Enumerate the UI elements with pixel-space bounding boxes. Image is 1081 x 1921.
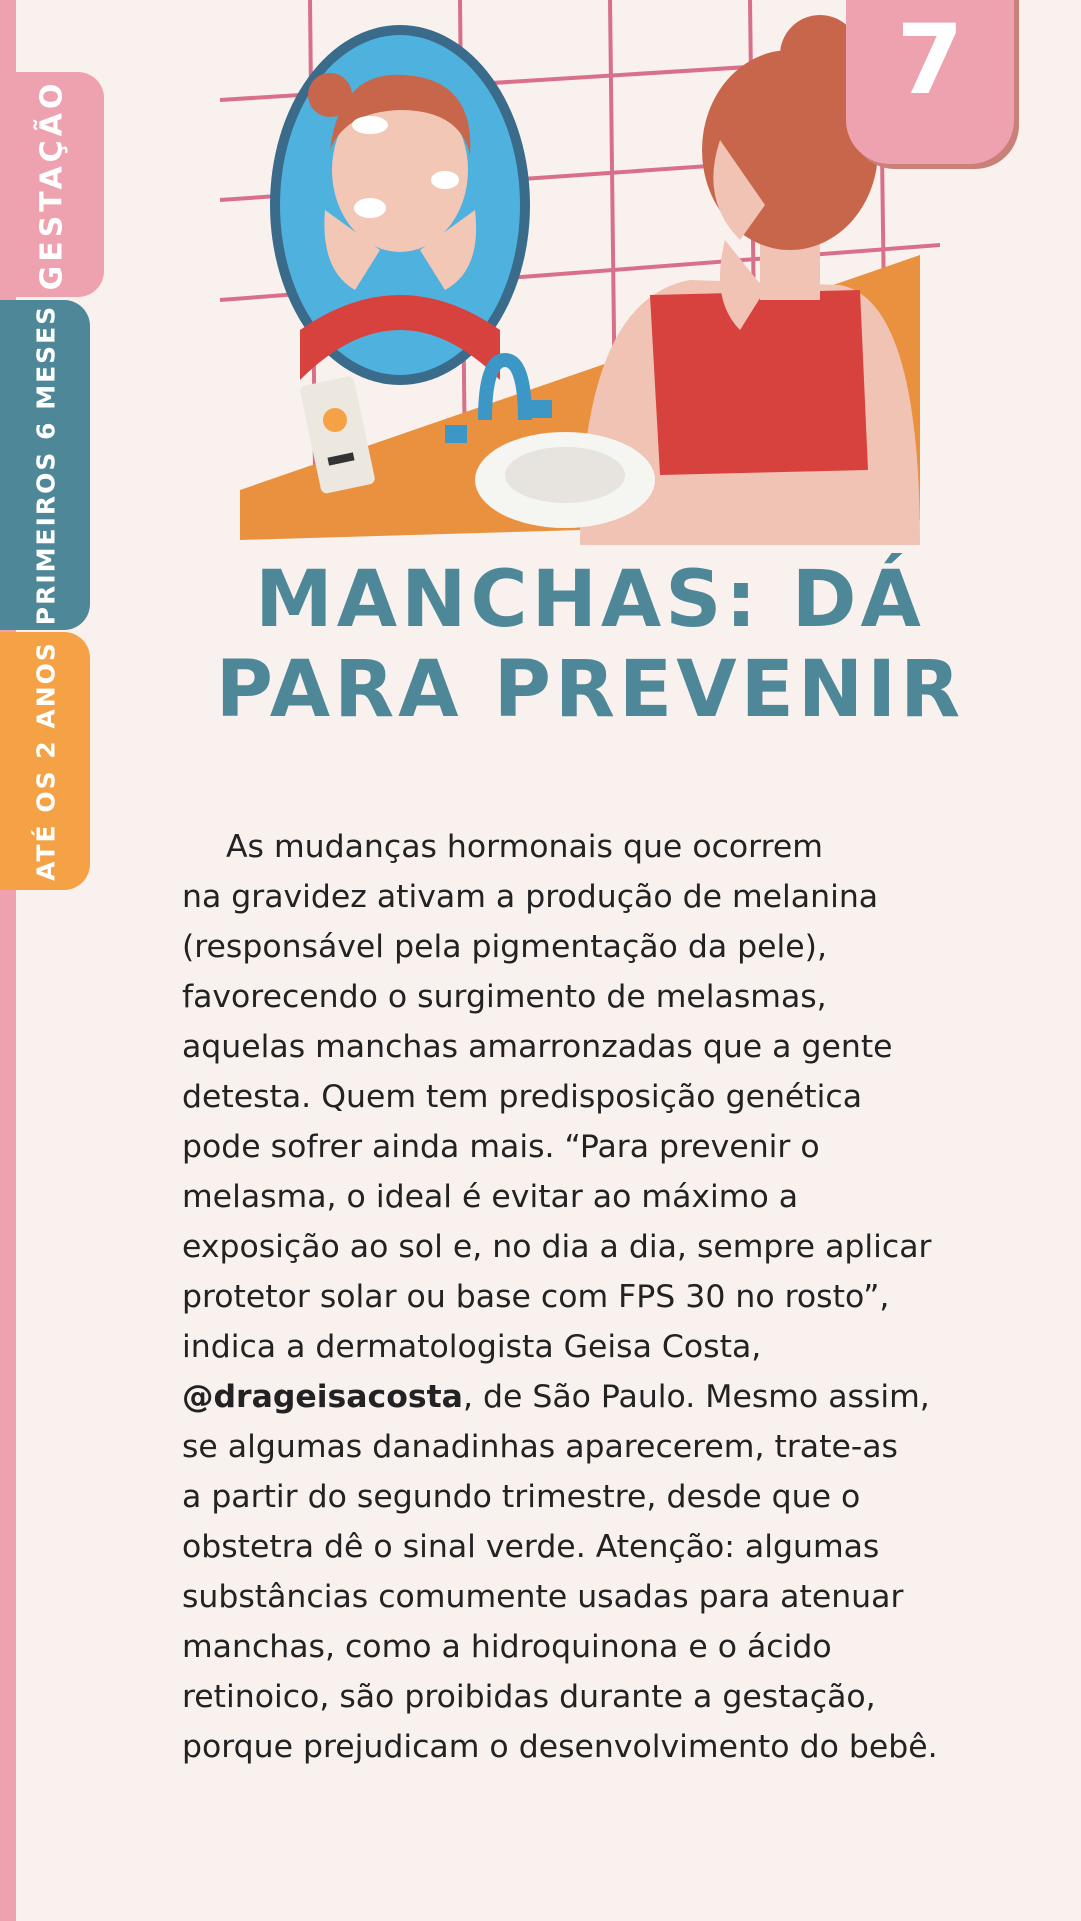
body-line: protetor solar ou base com FPS 30 no rosto”,	[182, 1279, 890, 1315]
body-line: na gravidez ativam a produção de melanina	[182, 879, 879, 915]
body-line: pode sofrer ainda mais. “Para prevenir o	[182, 1129, 820, 1165]
tab-primeiros-label: PRIMEIROS 6 MESES	[31, 304, 61, 626]
body-line: melasma, o ideal é evitar ao máximo a	[182, 1179, 799, 1215]
page-number-badge	[846, 0, 1014, 164]
body-line: indica a dermatologista Geisa Costa,	[182, 1329, 762, 1365]
tab-gestacao-label: GESTAÇÃO	[34, 79, 70, 290]
instagram-handle[interactable]: @drageisacosta	[182, 1379, 463, 1415]
article-body	[182, 822, 1002, 1772]
article-title	[150, 555, 1030, 735]
body-line: exposição ao sol e, no dia a dia, sempre aplicar	[182, 1229, 932, 1265]
woman-applying-cream-mirror-illustration	[220, 0, 940, 545]
body-line: As mudanças hormonais que ocorrem	[226, 829, 823, 865]
body-line: manchas, como a hidroquinona e o ácido	[182, 1629, 832, 1665]
body-line: detesta. Quem tem predisposição genética	[182, 1079, 863, 1115]
page-number: 7	[896, 4, 964, 116]
tab-gestacao[interactable]	[0, 72, 104, 297]
tab-primeiros-6-meses[interactable]	[0, 300, 90, 630]
body-line: (responsável pela pigmentação da pele),	[182, 929, 827, 965]
body-line: substâncias comumente usadas para atenuar	[182, 1579, 904, 1615]
body-line: favorecendo o surgimento de melasmas,	[182, 979, 827, 1015]
body-line: se algumas danadinhas aparecerem, trate-as	[182, 1429, 898, 1465]
body-line: a partir do segundo trimestre, desde que o	[182, 1479, 861, 1515]
title-line-2: PARA PREVENIR	[215, 645, 965, 735]
body-line-handle	[182, 1372, 1002, 1422]
body-line: porque prejudicam o desenvolvimento do bebê.	[182, 1729, 938, 1765]
tab-ate-os-2-anos[interactable]	[0, 632, 90, 890]
title-line-1: MANCHAS: DÁ	[255, 555, 925, 645]
body-line: retinoico, são proibidas durante a gestação,	[182, 1679, 876, 1715]
tab-ate-label: ATÉ OS 2 ANOS	[31, 641, 61, 881]
handle-rest: , de São Paulo. Mesmo assim,	[462, 1379, 930, 1415]
body-line: obstetra dê o sinal verde. Atenção: algumas	[182, 1529, 880, 1565]
body-line: aquelas manchas amarronzadas que a gente	[182, 1029, 893, 1065]
